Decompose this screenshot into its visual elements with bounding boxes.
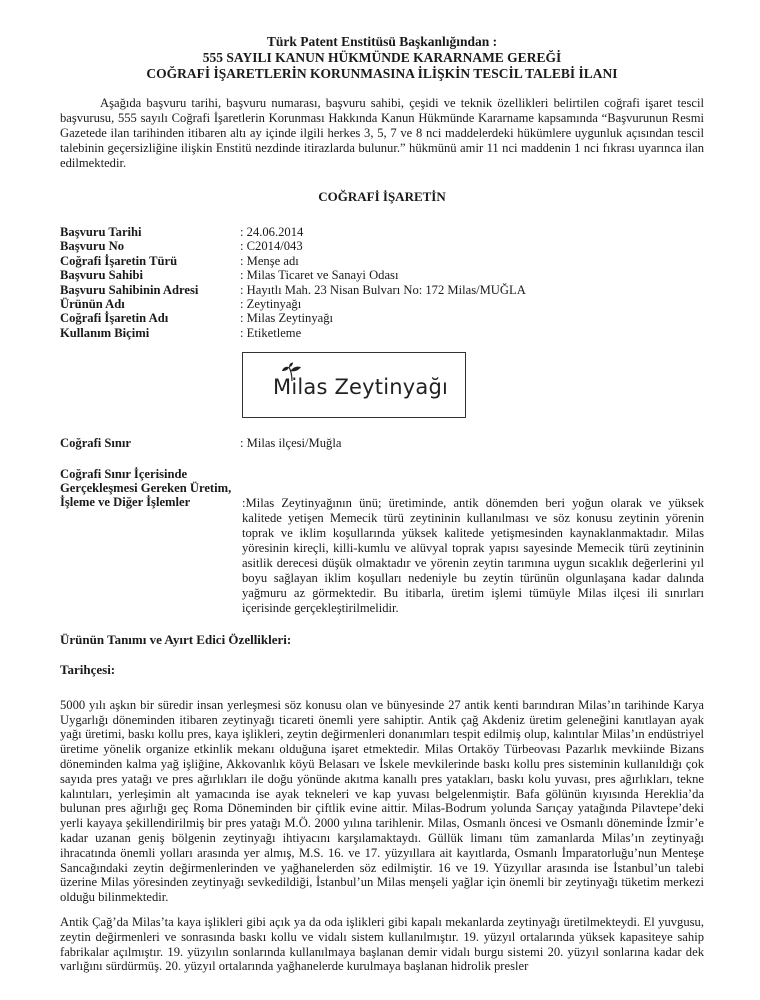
logo-text: Milas Zeytinyağı [273,375,449,400]
field-row [60,283,704,297]
field-row [60,436,704,450]
field-value: : Etiketleme [240,325,302,340]
product-definition-title: Ürünün Tanımı ve Ayırt Edici Özellikleri: [60,631,292,647]
field-value: : Milas Zeytinyağı [240,311,334,326]
field-label: Başvuru Tarihi [60,225,142,239]
logo-label-box [242,352,466,418]
field-label: Kullanım Biçimi [60,325,150,340]
field-value: : Zeytinyağı [240,297,302,312]
field-label: Başvuru Sahibi [60,268,143,283]
field-label: Coğrafi İşaretin Türü [60,253,178,268]
field-value: : Menşe adı [240,253,299,268]
authority-line: Türk Patent Enstitüsü Başkanlığından : [266,34,498,49]
field-row [60,225,704,239]
field-value: : Milas Ticaret ve Sanayi Odası [240,268,399,283]
application-fields [60,225,704,340]
section-title: COĞRAFİ İŞARETİN [318,189,446,204]
field-label: Coğrafi İşaretin Adı [60,311,169,326]
field-value: : Milas ilçesi/Muğla [240,436,342,451]
geographic-boundary [60,436,704,450]
decree-line: 555 SAYILI KANUN HÜKMÜNDE KARARNAME GEREĞİ [202,50,562,65]
field-row [60,297,704,311]
field-label: Başvuru Sahibinin Adresi [60,282,199,297]
history-paragraph: Antik Çağ’da Milas’ta kaya işlikleri gibi açık ya da oda işlikleri gibi kapalı mekanlarda zeytinyağı üretilmekteydi. El yuvgusu, zeytin değirmenleri ve sonrasında baskı kollu ve vidalı sistem kullanılmıştır. 19. yüzyıl ortalarında yüksek kapasiteye sahip fabrikalar açılmıştır. 19. yüzyılın sonlarında kullanılmaya başlanan demir vidalı burgu sistemi 20. yüzyıl sonlarına kadar dek varlığını sürdürmüş. 20. yüzyıl ortalarında yağhanelerde kurulmaya başlanan hidrolik presler [60,915,704,974]
production-description: :Milas Zeytinyağının ünü; üretiminde, antik dönemden beri yoğun olarak ve yüksek kalitede yetişen Memecik türü zeytininin kullanılması ve söz konusu zeytinin yörenin toprak ve iklim koşullarında yüksek kalitede yetişmesinden kaynaklanmaktadır. Milas yöresinin kireçli, killi-kumlu ve alüvyal toprak yapısı sayesinde Memecik türü zeytininin asitlik derecesi düşük olmaktadır ve yörenin zeytin tarımına uygun sıcaklık değerlerini yıl boyu sağlayan iklim koşulları nedeniyle bu zeytin türünün olgunlaşana kadar dalında yağmuru az görmektedir. Bu itibarla, üretim işlemi tümüyle Milas ilçesi ili sınırları içerisinde gerçekleştirilmelidir. [242,495,704,615]
field-value: : Hayıtlı Mah. 23 Nisan Bulvarı No: 172 Milas/MUĞLA [240,282,526,297]
field-label: İşleme ve Diğer İşlemler [60,495,191,510]
history-paragraph: 5000 yılı aşkın bir süredir insan yerleşmesi söz konusu olan ve bünyesinde 27 antik kenti barındıran Milas’ın tarihinde Karya Uygarlığı döneminden itibaren zeytinyağı ticareti önemli yere sahiptir. Antik çağ Akdeniz üretim geleneğini kanıtlayan ayak yağı üretimi, baskı kollu pres, kaya işlikleri, zeytin değirmenleri donanımları tespit edilmiş olup, kalıntılar Milas’ın endüstriyel üretime yönelik organize etkinlik mekanı olduğuna işaret etmektedir. Milas Ortaköy Türbeovası Pazarlık mevkiinde Bizans döneminden kalma yağ işliğine, Akkovanlık köyü Belasarı ve İskele mevkilerinde baskı kollu pres sisteminin kullanıldığı çok sayıda pres yatağı ve pres ağırlıkları ile doğu yönünde akıtma kanallı pres yatakları, baskı kolu yuvası, pres ağırlıkları, tekne kalıntıları, yerleşimin alt yamacında ise ayak tekneleri ve kap yuvası belgelenmiştir. Bafa gölünün kıyısında Hereklia’da bulunan pres ağırlığı geç Roma Döneminden bir çiftlik evine aittir. Milas-Bodrum yolunda Sarıçay yatağında Pilavtepe’deki yerli kayaya şekillendirilmiş bir pres yatağı M.Ö. 2000 yılına tarihlenir. Milas, Osmanlı öncesi ve Osmanlı döneminde İzmir’e kadar uzanan geniş bölgenin zeytinyağı ihtiyacını karşılamaktaydı. Güllük limanı tüm zamanlarda Milas’ın zeytinyağı ihracatında önemli yolları arasında yer almış, M.S. 16. ve 17. yüzyıllara ait kayıtlarda, Osmanlı İmparatorluğu’nun Menteşe Sancağındaki zeytin değirmenlerinden ve yağhanelerden söz edilmiştir. 16 ve 19. Yüzyıllar arasında ise İstanbul’un talebi üzerine Milas yöresinden zeytinyağı sevkedildiği, İstanbul’un Milas menşeli yağlar için önemli bir zeytinyağı tüketim merkezi olduğu bilinmektedir. [60,697,704,905]
field-row [60,239,704,253]
field-label: Gerçekleşmesi Gereken Üretim, [60,481,232,496]
field-label: Başvuru No [60,239,125,254]
history-title: Tarihçesi: [60,661,116,677]
field-value: : 24.06.2014 [240,225,304,239]
field-row [60,326,704,340]
field-row [60,254,704,268]
field-label: Coğrafi Sınır İçerisinde [60,466,188,481]
notice-title: COĞRAFİ İŞARETLERİN KORUNMASINA İLİŞKİN TESCİL TALEBİ İLANI [146,66,618,81]
field-label: Ürünün Adı [60,297,125,312]
field-value: : C2014/043 [240,239,303,254]
intro-paragraph: Aşağıda başvuru tarihi, başvuru numarası, başvuru sahibi, çeşidi ve teknik özellikleri belirtilen coğrafi işaret tescil başvurusu, 555 sayılı Coğrafi İşaretlerin Korunması Hakkında Kanun Hükmünde Kararname kapsamında “Başvurunun Resmi Gazetede ilan tarihinden itibaren altı ay içinde ilgili herkes 3, 5, 7 ve 8 nci maddelerdeki hükümlere uygunluk açısından tescil talebinin geçersizliğine ilişkin Enstitü nezdinde itirazlarda bulunur.” hükmünü amir 11 nci maddenin 1 nci fıkrası uyarınca ilan edilmektedir. [60,96,704,170]
field-label: Coğrafi Sınır [60,436,132,451]
field-row [60,311,704,325]
document-header [60,34,704,82]
field-row [60,268,704,282]
production-block [60,467,704,616]
